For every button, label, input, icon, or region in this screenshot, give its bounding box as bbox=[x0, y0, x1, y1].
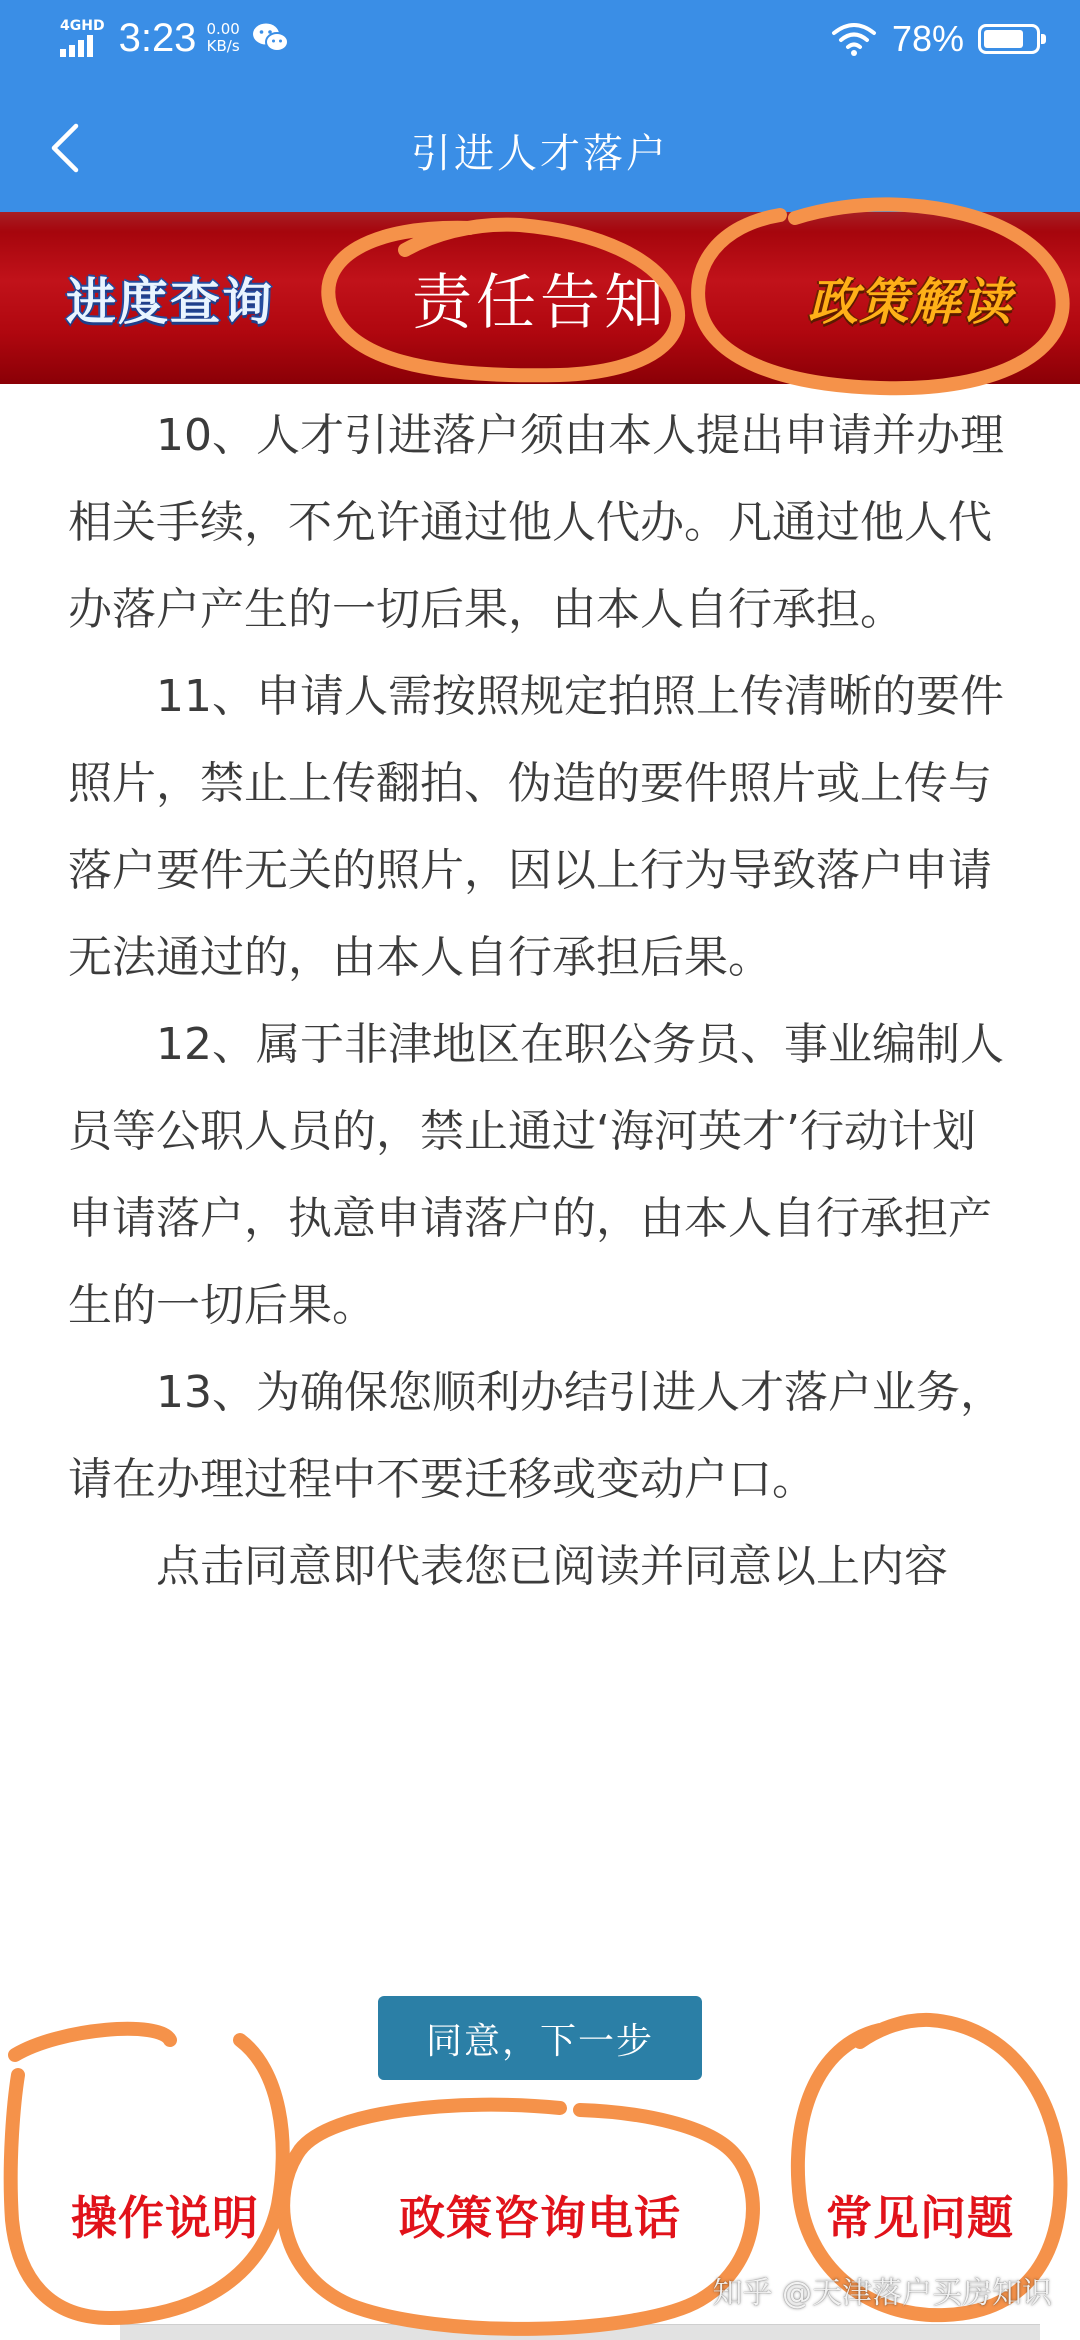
watermark: 知乎 @天津落户买房知识 bbox=[712, 2276, 1052, 2311]
network-speed bbox=[206, 21, 239, 55]
notice-item-11: 11、申请人需按照规定拍照上传清晰的要件照片，禁止上传翻拍、伪造的要件照片或上传与落户要件无关的照片，因以上行为导致落户申请无法通过的，由本人自行承担后果。 bbox=[68, 671, 1004, 983]
notice-item-13: 13、为确保您顺利办结引进人才落户业务，请在办理过程中不要迁移或变动户口。 bbox=[68, 1367, 1004, 1505]
notice-item-12: 12、属于非津地区在职公务员、事业编制人员等公职人员的，禁止通过‘海河英才’行动计划申请落户，执意申请落户的，由本人自行承担产生的一切后果。 bbox=[68, 1019, 1004, 1331]
speed-value: 0.00 bbox=[206, 20, 240, 38]
notice-content bbox=[68, 392, 1012, 1610]
status-bar bbox=[0, 0, 1080, 80]
speed-unit: KB/s bbox=[206, 37, 240, 55]
battery-icon bbox=[978, 24, 1040, 54]
status-left bbox=[60, 16, 290, 60]
signal-bars-icon bbox=[60, 33, 93, 57]
network-type: 4GHD bbox=[60, 18, 105, 34]
bottom-strip bbox=[120, 2324, 1040, 2340]
tab-banner bbox=[0, 212, 1080, 384]
battery-percent: 78% bbox=[891, 18, 964, 59]
status-right bbox=[830, 18, 1040, 60]
consent-text: 点击同意即代表您已阅读并同意以上内容 bbox=[156, 1541, 948, 1592]
app-bar bbox=[0, 80, 1080, 212]
signal-indicator bbox=[60, 19, 105, 57]
page-title: 引进人才落户 bbox=[411, 131, 669, 177]
nav-operation-guide[interactable]: 操作说明 bbox=[71, 2191, 259, 2245]
battery-level bbox=[984, 30, 1023, 48]
tab-notice-label: 责任告知 bbox=[412, 268, 668, 338]
clock: 3:23 bbox=[118, 16, 197, 60]
tab-progress-query[interactable] bbox=[40, 212, 300, 384]
wechat-icon bbox=[252, 22, 290, 54]
tab-progress-label: 进度查询 bbox=[66, 273, 274, 331]
nav-faq[interactable]: 常见问题 bbox=[826, 2191, 1014, 2245]
tab-policy-interpretation[interactable] bbox=[780, 212, 1040, 384]
bottom-nav bbox=[0, 2150, 1080, 2280]
tab-responsibility-notice[interactable] bbox=[360, 212, 720, 384]
tab-policy-label: 政策解读 bbox=[808, 273, 1012, 331]
agree-next-button[interactable]: 同意，下一步 bbox=[378, 1996, 702, 2080]
nav-policy-hotline[interactable]: 政策咨询电话 bbox=[399, 2191, 681, 2245]
notice-item-10: 10、人才引进落户须由本人提出申请并办理相关手续，不允许通过他人代办。凡通过他人代办落户产生的一切后果，由本人自行承担。 bbox=[68, 410, 1004, 635]
wifi-icon bbox=[830, 21, 878, 57]
